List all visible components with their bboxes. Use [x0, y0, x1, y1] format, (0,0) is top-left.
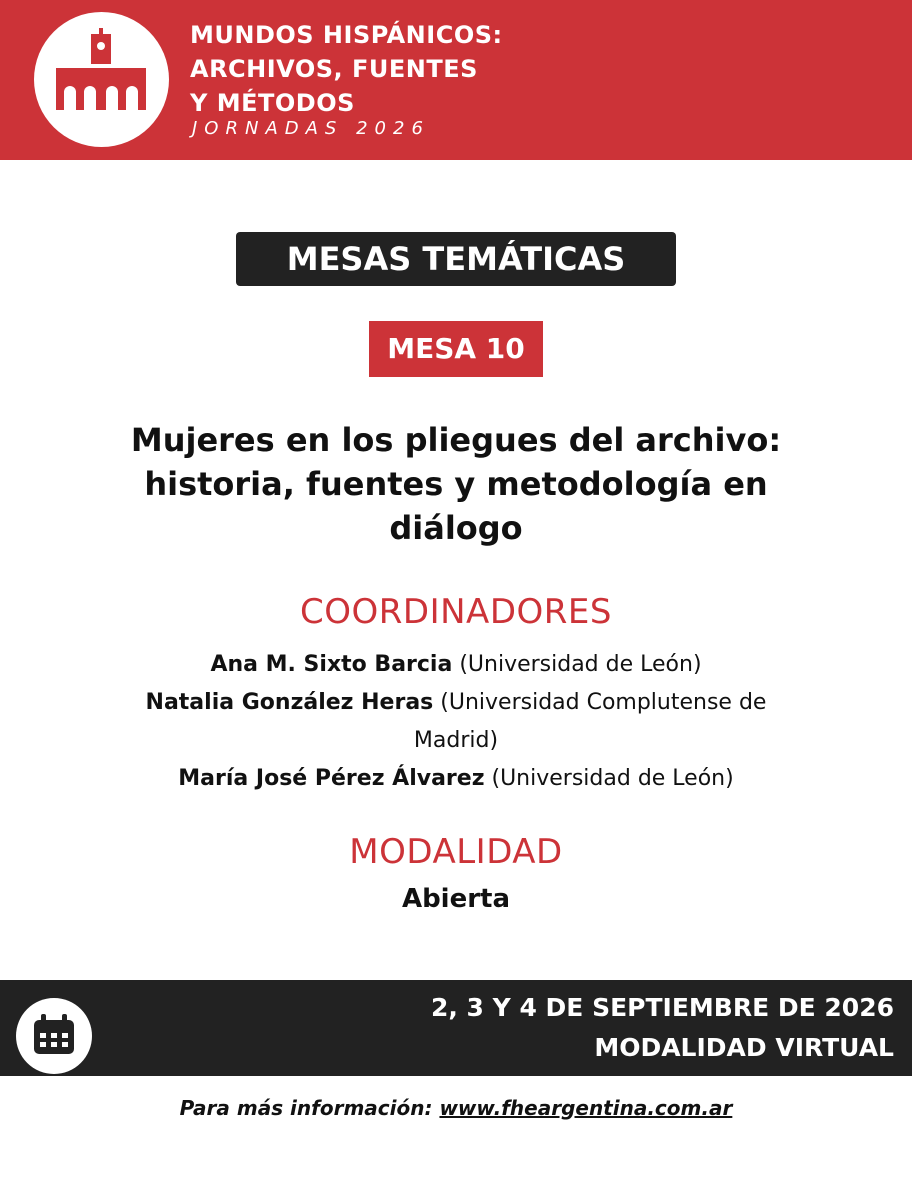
page-title [60, 418, 852, 550]
event-date: 2, 3 Y 4 DE SEPTIEMBRE DE 2026 [430, 993, 894, 1022]
coordinator-name: María José Pérez Álvarez [178, 766, 485, 791]
page-title-line: Mujeres en los pliegues del archivo: [130, 421, 782, 459]
calendar-icon [16, 998, 92, 1074]
page-title-line: historia, fuentes y metodología en [144, 465, 768, 503]
header-title-line: MUNDOS HISPÁNICOS: [190, 21, 503, 49]
header-title-line: ARCHIVOS, FUENTES [190, 55, 478, 83]
event-mode: MODALIDAD VIRTUAL [594, 1033, 894, 1062]
coordinator-line [40, 722, 872, 760]
logo [34, 12, 169, 147]
coordinator-name: Natalia González Heras [145, 690, 434, 715]
coordinator-affiliation: (Universidad de León) [452, 652, 702, 677]
header-subtitle: JORNADAS 2026 [192, 118, 430, 139]
modality-value: Abierta [401, 884, 511, 914]
mesa-badge: MESA 10 [369, 321, 543, 377]
coordinator-affiliation: (Universidad de León) [484, 766, 734, 791]
website-link[interactable]: www.fheargentina.com.ar [439, 1096, 733, 1120]
header-banner [0, 0, 912, 160]
page-title-line: diálogo [389, 509, 523, 547]
coordinator-line [40, 684, 872, 722]
coordinator-affiliation: Madrid) [413, 728, 499, 753]
header-title [190, 18, 503, 120]
footer-bar [0, 980, 912, 1076]
info-line [0, 1092, 912, 1124]
section-badge: MESAS TEMÁTICAS [236, 232, 676, 286]
coordinators-list [40, 646, 872, 798]
modality-heading: MODALIDAD [349, 832, 563, 872]
coordinator-affiliation: (Universidad Complutense de [433, 690, 767, 715]
building-icon [34, 12, 169, 147]
calendar-badge [16, 998, 92, 1074]
coordinator-name: Ana M. Sixto Barcia [210, 652, 453, 677]
header-title-line: Y MÉTODOS [190, 89, 355, 117]
coordinator-line [40, 646, 872, 684]
event-details [431, 988, 894, 1068]
coordinator-line [40, 760, 872, 798]
coordinators-heading: COORDINADORES [300, 592, 612, 632]
info-label: Para más información: [179, 1096, 440, 1120]
